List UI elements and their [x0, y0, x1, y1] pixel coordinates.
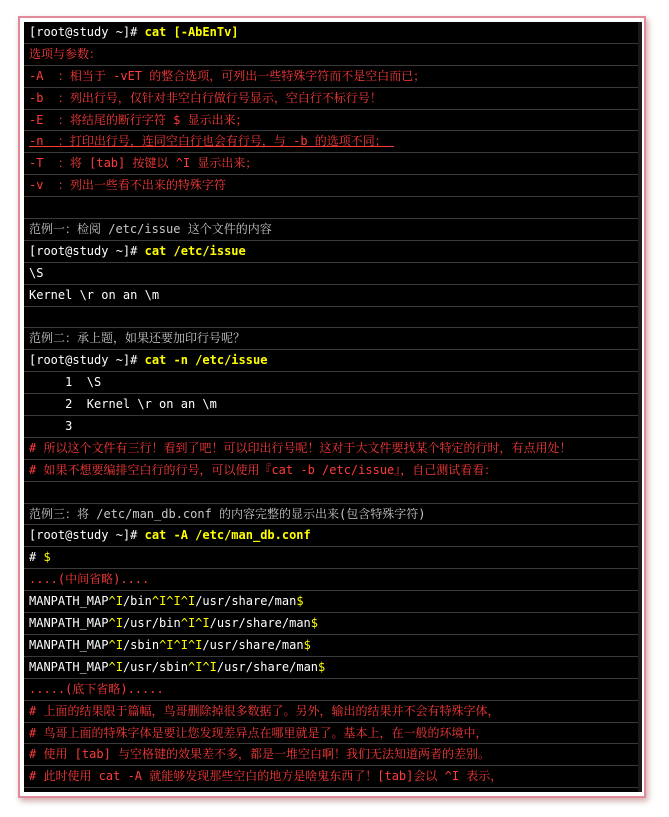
output-segment: /usr/bin	[122, 616, 181, 631]
shell-command: cat -A /etc/man_db.conf	[144, 528, 311, 543]
output-segment: $	[318, 659, 326, 674]
terminal-line	[24, 504, 642, 526]
output-segment: /usr/share/man	[202, 637, 304, 652]
terminal-line	[24, 44, 642, 66]
output-text: 1 \S	[29, 375, 102, 390]
output-segment: ^I	[108, 594, 123, 609]
terminal-line	[24, 701, 642, 723]
output-text: # 如果不想要编排空白行的行号，可以使用『cat -b /etc/issue』，自己测试看看：	[29, 462, 497, 477]
output-text: -E ：将结尾的断行字符 $ 显示出来；	[29, 112, 248, 127]
output-segment: ^I	[108, 659, 123, 674]
output-text: # 上面的结果限于篇幅，鸟哥删除掉很多数据了。另外，输出的结果并不会有特殊字体，	[29, 703, 500, 718]
output-text: 范例三：将 /etc/man_db.conf 的内容完整的显示出来(包含特殊字符)	[29, 506, 426, 521]
output-segment: MANPATH_MAP	[29, 659, 109, 674]
terminal-line	[24, 153, 642, 175]
terminal-line	[24, 110, 642, 132]
output-text: 3	[29, 419, 73, 434]
output-text: # 使用 [tab] 与空格键的效果差不多，都是一堆空白啊！我们无法知道两者的差别。	[29, 747, 491, 762]
output-text: Kernel \r on an \m	[29, 287, 160, 302]
output-text: # 此时使用 cat -A 就能够发现那些空白的地方是啥鬼东西了！[tab]会以 ^I 表示，	[29, 769, 503, 784]
shell-command: cat -n /etc/issue	[144, 353, 268, 368]
output-segment: /usr/share/man	[216, 659, 319, 674]
terminal-line	[24, 657, 642, 679]
terminal-line	[24, 88, 642, 110]
terminal-line	[24, 744, 642, 766]
terminal-line	[24, 372, 642, 394]
output-segment: ^I^I	[187, 659, 217, 674]
terminal-line	[24, 591, 642, 613]
output-text: -A ：相当于 -vET 的整合选项，可列出一些特殊字符而不是空白而已；	[29, 68, 426, 83]
shell-prompt: [root@study ~]#	[29, 243, 145, 258]
terminal-line	[24, 131, 642, 153]
output-text: -b ：列出行号，仅针对非空白行做行号显示，空白行不标行号！	[29, 90, 382, 105]
terminal-line	[24, 241, 642, 263]
terminal-line	[24, 723, 642, 745]
output-text: -n ：打印出行号，连同空白行也会有行号，与 -b 的选项不同；	[29, 134, 395, 149]
output-segment: ^I^I^I	[151, 594, 196, 609]
terminal-line	[24, 263, 642, 285]
output-text: \S	[29, 265, 44, 280]
output-segment: $	[43, 550, 51, 565]
terminal-line	[24, 328, 642, 350]
output-segment: #	[29, 550, 44, 565]
output-text: 2 Kernel \r on an \m	[29, 397, 217, 412]
output-text: 范例二：承上题，如果还要加印行号呢？	[29, 331, 246, 346]
output-segment: MANPATH_MAP	[29, 594, 109, 609]
shell-command: cat [-AbEnTv]	[144, 25, 239, 39]
output-segment: MANPATH_MAP	[29, 637, 109, 652]
output-segment: /usr/share/man	[195, 594, 297, 609]
terminal-line	[24, 22, 642, 44]
output-text: .....(底下省略).....	[29, 681, 164, 696]
terminal-line	[24, 219, 642, 241]
terminal-line	[24, 438, 642, 460]
output-text: 选项与参数：	[29, 46, 102, 61]
terminal-line	[24, 394, 642, 416]
terminal-line	[24, 460, 642, 482]
terminal-line	[24, 66, 642, 88]
output-segment: ^I	[108, 637, 123, 652]
shell-prompt: [root@study ~]#	[29, 353, 145, 368]
output-text: # 所以这个文件有三行！看到了吧！可以印出行号呢！这对于大文件要找某个特定的行时，有点用处！	[29, 440, 572, 455]
terminal-line	[24, 416, 642, 438]
terminal-line	[24, 766, 642, 788]
terminal-line	[24, 307, 642, 329]
output-text: -T ：将 [tab] 按键以 ^I 显示出来；	[29, 156, 258, 171]
output-segment: /usr/sbin	[122, 659, 188, 674]
output-segment: $	[310, 616, 319, 631]
output-segment: /usr/share/man	[209, 616, 311, 631]
output-segment: ^I^I^I	[159, 637, 203, 652]
shell-prompt: [root@study ~]#	[29, 528, 145, 543]
terminal-output	[24, 22, 642, 792]
shell-prompt: [root@study ~]#	[29, 25, 145, 39]
terminal-line	[24, 285, 642, 307]
terminal-line	[24, 547, 642, 569]
scrollbar[interactable]	[638, 22, 642, 792]
output-segment: $	[296, 594, 304, 609]
terminal-line	[24, 350, 642, 372]
output-text: 范例一：检阅 /etc/issue 这个文件的内容	[29, 222, 272, 237]
output-text: ....(中间省略)....	[29, 572, 150, 587]
terminal-line	[24, 679, 642, 701]
terminal-line	[24, 613, 642, 635]
terminal-line	[24, 482, 642, 504]
shell-command: cat /etc/issue	[144, 243, 246, 258]
terminal-line	[24, 197, 642, 219]
output-text: # 鸟哥上面的特殊字体是要让您发现差异点在哪里就是了。基本上，在一般的环境中，	[29, 725, 488, 740]
output-segment: /sbin	[122, 637, 160, 652]
terminal-line	[24, 635, 642, 657]
output-segment: /bin	[122, 594, 152, 609]
terminal-line	[24, 569, 642, 591]
output-segment: MANPATH_MAP	[29, 616, 109, 631]
output-text: -v ：列出一些看不出来的特殊字符	[29, 178, 226, 193]
terminal-line	[24, 525, 642, 547]
terminal-line	[24, 175, 642, 197]
output-segment: ^I^I	[180, 616, 210, 631]
output-segment: $	[303, 637, 311, 652]
output-segment: ^I	[108, 616, 123, 631]
